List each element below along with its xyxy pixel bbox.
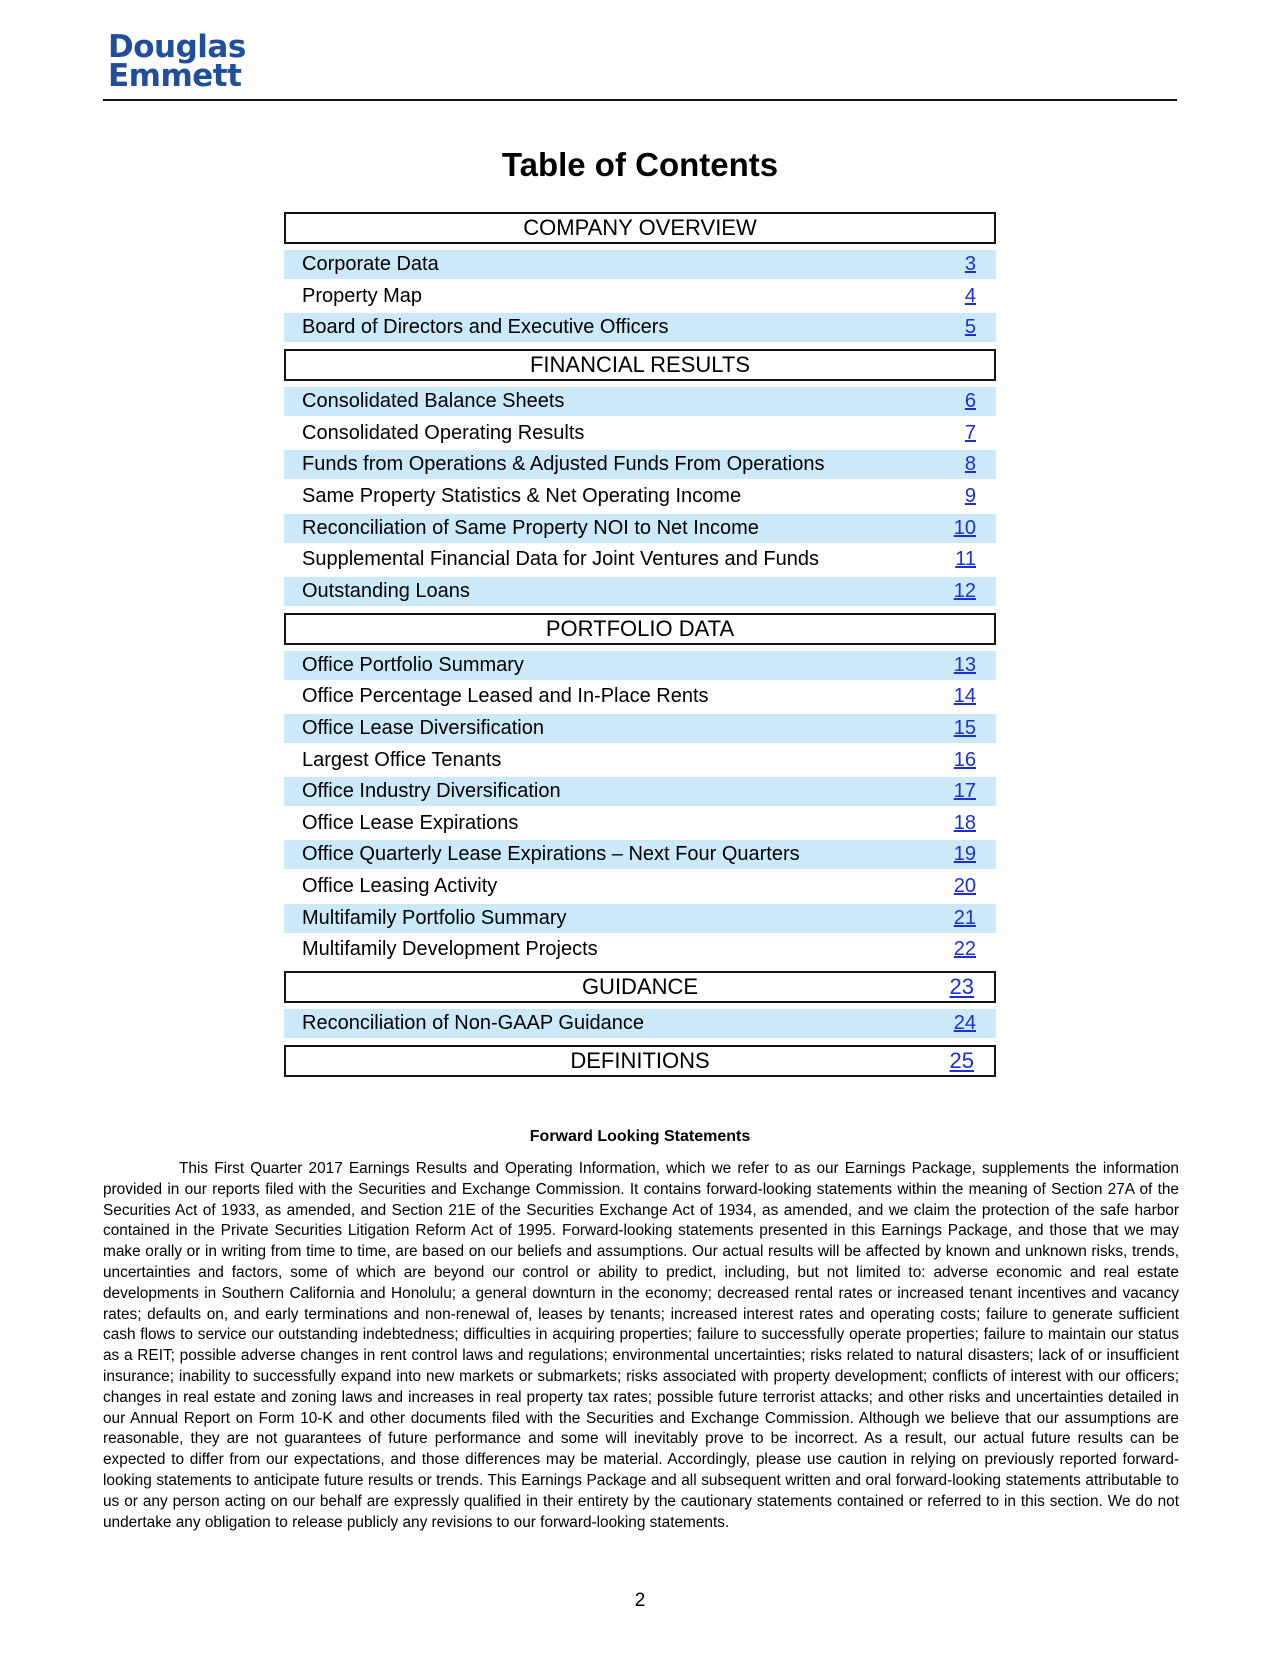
toc-entry-label: Funds from Operations & Adjusted Funds From Operations <box>302 453 825 476</box>
toc-page-link[interactable]: 24 <box>953 1012 976 1035</box>
toc-entry <box>284 313 996 342</box>
toc-section-group <box>284 212 996 342</box>
toc-page-link[interactable]: 10 <box>953 516 976 539</box>
toc-section-header <box>284 613 996 645</box>
toc-page-link[interactable]: 23 <box>949 974 974 1000</box>
toc-page-link[interactable]: 20 <box>953 874 976 897</box>
toc-page-link[interactable]: 17 <box>953 780 976 803</box>
toc-entry <box>284 651 996 680</box>
logo-line-2: Emmett <box>108 58 242 94</box>
toc-page-link[interactable]: 4 <box>964 284 976 307</box>
toc-entry <box>284 904 996 933</box>
toc-entry <box>284 777 996 806</box>
toc-entry <box>284 282 996 311</box>
toc-page-link[interactable]: 7 <box>964 421 976 444</box>
toc-entry <box>284 1009 996 1038</box>
page-number: 2 <box>634 1590 646 1611</box>
toc-page-link[interactable]: 22 <box>953 938 976 961</box>
toc-section-header <box>284 971 996 1003</box>
toc-entry-label: Same Property Statistics & Net Operating Income <box>302 484 742 507</box>
toc-section-header <box>284 1045 996 1077</box>
toc-entry-label: Multifamily Portfolio Summary <box>302 906 567 929</box>
toc-page-link[interactable]: 16 <box>953 748 976 771</box>
toc-page-link[interactable]: 8 <box>964 453 976 476</box>
toc-section-header <box>284 349 996 381</box>
toc-entry-label: Reconciliation of Same Property NOI to Net Income <box>302 516 759 539</box>
toc-entry-label: Board of Directors and Executive Officers <box>302 316 669 339</box>
toc-entry <box>284 514 996 543</box>
toc-entry-label: Office Percentage Leased and In-Place Rents <box>302 685 709 708</box>
toc-entry <box>284 577 996 606</box>
forward-looking-heading: Forward Looking Statements <box>529 1128 751 1145</box>
toc-entry-label: Reconciliation of Non-GAAP Guidance <box>302 1012 645 1035</box>
toc-entry <box>284 935 996 964</box>
toc-section-title: FINANCIAL RESULTS <box>529 352 751 378</box>
logo-line-1: Douglas <box>108 29 246 65</box>
toc-section-group <box>284 349 996 606</box>
company-logo <box>108 29 246 94</box>
toc-entry-label: Largest Office Tenants <box>302 748 502 771</box>
toc-entry-label: Supplemental Financial Data for Joint Ventures and Funds <box>302 548 819 571</box>
toc-page-link[interactable]: 3 <box>964 253 976 275</box>
toc-section-title: DEFINITIONS <box>570 1048 710 1074</box>
toc-page-link[interactable]: 25 <box>949 1048 974 1074</box>
header-rule <box>103 99 1177 101</box>
toc-entry-label: Office Lease Diversification <box>302 716 544 739</box>
toc-entry <box>284 545 996 574</box>
toc-page-link[interactable]: 14 <box>953 685 976 708</box>
toc-entry <box>284 872 996 901</box>
page-title: Table of Contents <box>501 146 779 183</box>
toc-page-link[interactable]: 19 <box>953 843 976 866</box>
toc-section-header <box>284 212 996 244</box>
toc-entry-label: Property Map <box>302 284 423 307</box>
toc-entry <box>284 419 996 448</box>
toc-entry <box>284 809 996 838</box>
toc-page-link[interactable]: 12 <box>953 579 976 602</box>
toc-entry-label: Corporate Data <box>302 253 439 275</box>
toc-entry <box>284 714 996 743</box>
toc-entry <box>284 840 996 869</box>
forward-looking-body: This First Quarter 2017 Earnings Results and Operating Information, which we refer to as our Earnings Package, supplements the information provided in our reports filed with the Securities and Exchange Commission. It contains forward-looking statements within the meaning of Section 27A of the Securities Act of 1933, as amended, and Section 21E of the Securities Exchange Act of 1934, as amended, and we claim the protection of the safe harbor contained in the Private Securities Litigation Reform Act of 1995. Forward-looking statements presented in this Earnings Package, and those that we may make orally or in writing from time to time, are based on our beliefs and assumptions. Our actual results will be affected by known and unknown risks, trends, uncertainties and factors, some of which are beyond our control or ability to predict, including, but not limited to: adverse economic and real estate developments in Southern California and Honolulu; a general downturn in the economy; decreased rental rates or increased tenant incentives and vacancy rates; defaults on, and early terminations and non-renewal of, leases by tenants; increased interest rates and operating costs; failure to generate sufficient cash flows to service our outstanding indebtedness; difficulties in acquiring properties; failure to successfully operate properties; failure to maintain our status as a REIT; possible adverse changes in rent control laws and regulations; environmental uncertainties; risks related to natural disasters; lack of or insufficient insurance; inability to successfully expand into new markets or submarkets; risks associated with property development; conflicts of interest with our officers; changes in real estate and zoning laws and increases in real property tax rates; possible future terrorist attacks; and other risks and uncertainties detailed in our Annual Report on Form 10-K and other documents filed with the Securities and Exchange Commission. Although we believe that our assumptions are reasonable, they are not guarantees of future performance and some will inevitably prove to be incorrect. As a result, our actual future results can be expected to differ from our expectations, and those differences may be material. Accordingly, please use caution in relying on previously reported forward-looking statements to anticipate future results or trends. This Earnings Package and all subsequent written and oral forward-looking statements attributable to us or any person acting on our behalf are expressly qualified in their entirety by the cautionary statements contained or referred to in this section. We do not undertake any obligation to release publicly any revisions to our forward-looking statements. <box>103 1160 1179 1531</box>
toc-entry <box>284 746 996 775</box>
toc-entry-label: Office Leasing Activity <box>302 874 498 897</box>
toc-page-link[interactable]: 6 <box>964 390 976 413</box>
toc-entry-label: Consolidated Balance Sheets <box>302 390 565 413</box>
toc-section-group <box>284 1045 996 1077</box>
toc-section-title: PORTFOLIO DATA <box>545 615 735 641</box>
toc-section-group <box>284 613 996 964</box>
toc-page-link[interactable]: 13 <box>953 653 976 676</box>
table-of-contents <box>284 212 996 1084</box>
toc-entry-label: Office Portfolio Summary <box>302 653 524 676</box>
toc-entry-label: Consolidated Operating Results <box>302 421 585 444</box>
toc-page-link[interactable]: 15 <box>953 716 976 739</box>
toc-entry-label: Office Industry Diversification <box>302 780 561 803</box>
toc-page-link[interactable]: 21 <box>953 906 976 929</box>
toc-entry <box>284 250 996 279</box>
toc-entry-label: Multifamily Development Projects <box>302 938 598 961</box>
toc-page-link[interactable]: 11 <box>955 548 976 571</box>
toc-entry <box>284 450 996 479</box>
toc-page-link[interactable]: 18 <box>953 811 976 834</box>
toc-section-title: COMPANY OVERVIEW <box>523 215 757 240</box>
toc-section-title: GUIDANCE <box>581 974 699 1000</box>
toc-section-group <box>284 971 996 1038</box>
toc-page-link[interactable]: 9 <box>964 484 976 507</box>
toc-entry <box>284 482 996 511</box>
toc-entry-label: Outstanding Loans <box>302 579 470 602</box>
toc-entry-label: Office Quarterly Lease Expirations – Next Four Quarters <box>302 843 800 866</box>
toc-entry-label: Office Lease Expirations <box>302 811 519 834</box>
toc-entry <box>284 682 996 711</box>
toc-entry <box>284 387 996 416</box>
toc-page-link[interactable]: 5 <box>964 316 976 339</box>
